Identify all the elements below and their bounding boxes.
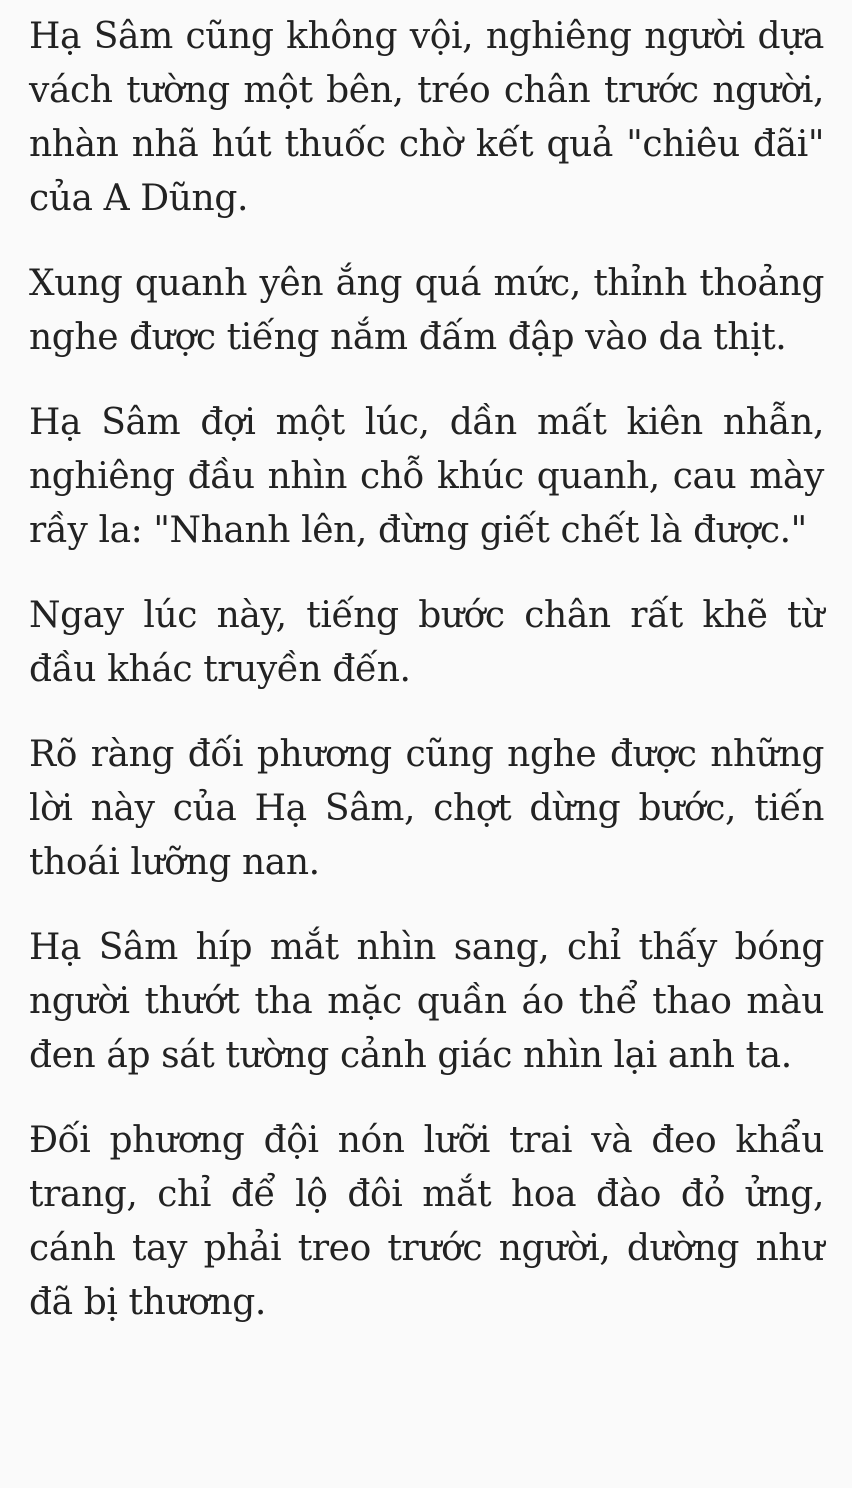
paragraph: Ngay lúc này, tiếng bước chân rất khẽ từ đầu khác truyền đến. (29, 595, 824, 690)
paragraph: Xung quanh yên ắng quá mức, thỉnh thoảng nghe được tiếng nắm đấm đập vào da thịt. (29, 263, 824, 358)
paragraph: Đối phương đội nón lưỡi trai và đeo khẩu trang, chỉ để lộ đôi mắt hoa đào đỏ ửng, cánh tay phải treo trước người, dường như đã bị thương. (29, 1120, 824, 1323)
paragraph: Hạ Sâm cũng không vội, nghiêng người dựa vách tường một bên, tréo chân trước người, nhàn nhã hút thuốc chờ kết quả "chiêu đãi" của A Dũng. (29, 16, 824, 219)
paragraph: Rõ ràng đối phương cũng nghe được những lời này của Hạ Sâm, chợt dừng bước, tiến thoái lưỡng nan. (29, 734, 824, 883)
paragraph: Hạ Sâm híp mắt nhìn sang, chỉ thấy bóng người thướt tha mặc quần áo thể thao màu đen áp sát tường cảnh giác nhìn lại anh ta. (29, 927, 824, 1076)
chapter-text (29, 10, 824, 1330)
paragraph: Hạ Sâm đợi một lúc, dần mất kiên nhẫn, nghiêng đầu nhìn chỗ khúc quanh, cau mày rầy la: "Nhanh lên, đừng giết chết là được." (29, 402, 824, 551)
